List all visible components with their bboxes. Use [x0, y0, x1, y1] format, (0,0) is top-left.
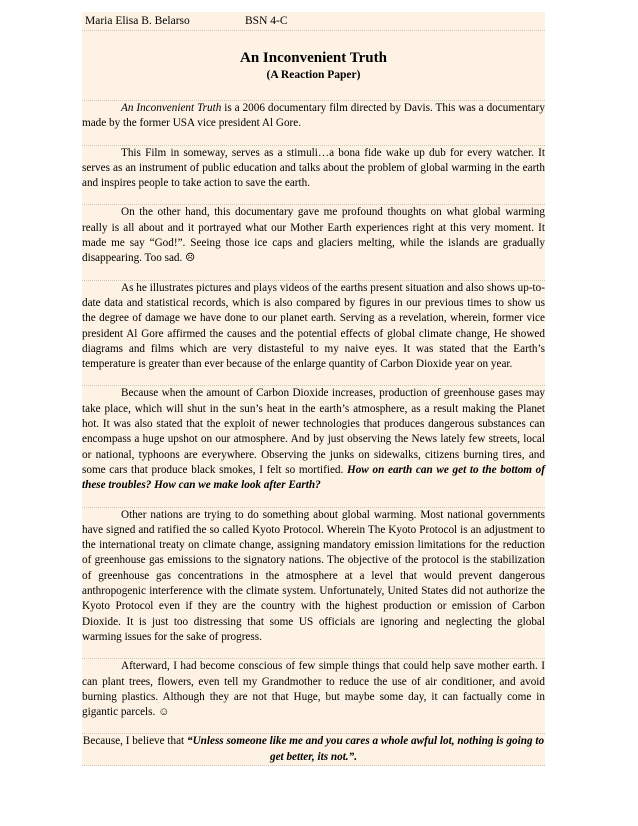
- spacer: [82, 87, 545, 101]
- spacer: [82, 645, 545, 659]
- closing-quote: [82, 734, 545, 766]
- class-section: BSN 4-C: [245, 15, 288, 27]
- author-name: Maria Elisa B. Belarso: [85, 15, 190, 27]
- paragraph-3-text: On the other hand, this documentary gave me profound thoughts on what global warming really is all about and it portrayed what our Mother Earth experiences right at this very moment. It made me say “God!”. Seeing those ice caps and glaciers melting, while the islands are gradually disappearing. Too sad. ☹: [82, 206, 545, 265]
- paragraph-1-text: is a 2006 documentary film directed by Davis. This was a documentary made by the former USA vice president Al Gore.: [82, 102, 545, 130]
- paragraph-7-text: Afterward, I had become conscious of few simple things that could help save mother earth. I can plant trees, flowers, even tell my Grandmother to reduce the use of air conditioner, and avoid burning plastics. Although they are not that Huge, but maybe some day, it can factually come in gigantic parcels. ☺: [82, 660, 545, 719]
- film-title: An Inconvenient Truth: [121, 102, 222, 114]
- paragraph-2: [82, 146, 545, 192]
- paragraph-6: [82, 508, 545, 646]
- spacer: [82, 494, 545, 508]
- closing-lead: Because, I believe that: [82, 735, 187, 748]
- spacer: [82, 267, 545, 281]
- spacer: [82, 191, 545, 205]
- paragraph-2-text: This Film in someway, serves as a stimuli…a bona fide wake up dub for every watcher. It serves as an instrument of public education and talks about the problem of global warming in the earth and inspires people to take action to save the earth.: [82, 146, 545, 190]
- document-header: [82, 12, 545, 31]
- page-subtitle: (A Reaction Paper): [266, 69, 361, 81]
- page-title: An Inconvenient Truth: [240, 50, 387, 66]
- paragraph-5-text: Because when the amount of Carbon Dioxide increases, production of greenhouse gases may take place, which will shut in the sun’s heat in the earth’s atmosphere, as a result making the Planet hot. It was also stated that the exploit of newer technologies that produces dangerous substances can encompass a huge upshot on our atmosphere. And by just observing the News lately few streets, local or national, typhoons are everywhere. Observing the junks on sidewalks, citizens burning tires, and some cars that produce black smokes, I felt so mortified.: [82, 387, 545, 476]
- closing-quote-text: “Unless someone like me and you cares a whole awful lot, nothing is going to get better, its not.”.: [186, 735, 545, 763]
- paragraph-4: [82, 281, 545, 373]
- paragraph-1: [82, 101, 545, 132]
- paragraph-3: [82, 205, 545, 266]
- paragraph-5-question: How on earth can we get to the bottom of these troubles? How can we make look after Earth?: [82, 463, 546, 492]
- document-page: [82, 12, 545, 766]
- spacer: [82, 720, 545, 734]
- paragraph-7: [82, 659, 545, 720]
- paragraph-4-text: As he illustrates pictures and plays videos of the earths present situation and also shows up-to-date data and statistical records, which is also compared by figures in our previous times to show us the degree of damage we have done to our planet earth. Serving as a revelation, wherein, former vice president Al Gore affirmed the causes and the potential effects of global climate change, He showed diagrams and films which are very distasteful to my naive eyes. It was stated that the Earth’s temperature is greater than ever because of the enlarge quantity of Carbon Dioxide year on year.: [82, 281, 545, 371]
- paragraph-6-text: Other nations are trying to do something about global warming. Most national governments have signed and ratified the so called Kyoto Protocol. Wherein The Kyoto Protocol is an adjustment to the international treaty on climate change, assigning mandatory emission limitations for the reduction of greenhouse gas emissions to the signatory nations. The objective of the protocol is the stabilization of greenhouse gas concentrations in the atmosphere at a level that would prevent dangerous anthropogenic interference with the climate system. Unfortunately, United States did not authorize the Kyoto Protocol even if they are the country with the highest production or emission of Carbon Dioxide. It is just too distressing that some US officials are ignoring and neglecting the global warming issues for the sake of progress.: [82, 508, 545, 643]
- paragraph-5: [82, 386, 545, 493]
- title-block: [82, 31, 545, 87]
- spacer: [82, 132, 545, 146]
- spacer: [82, 372, 545, 386]
